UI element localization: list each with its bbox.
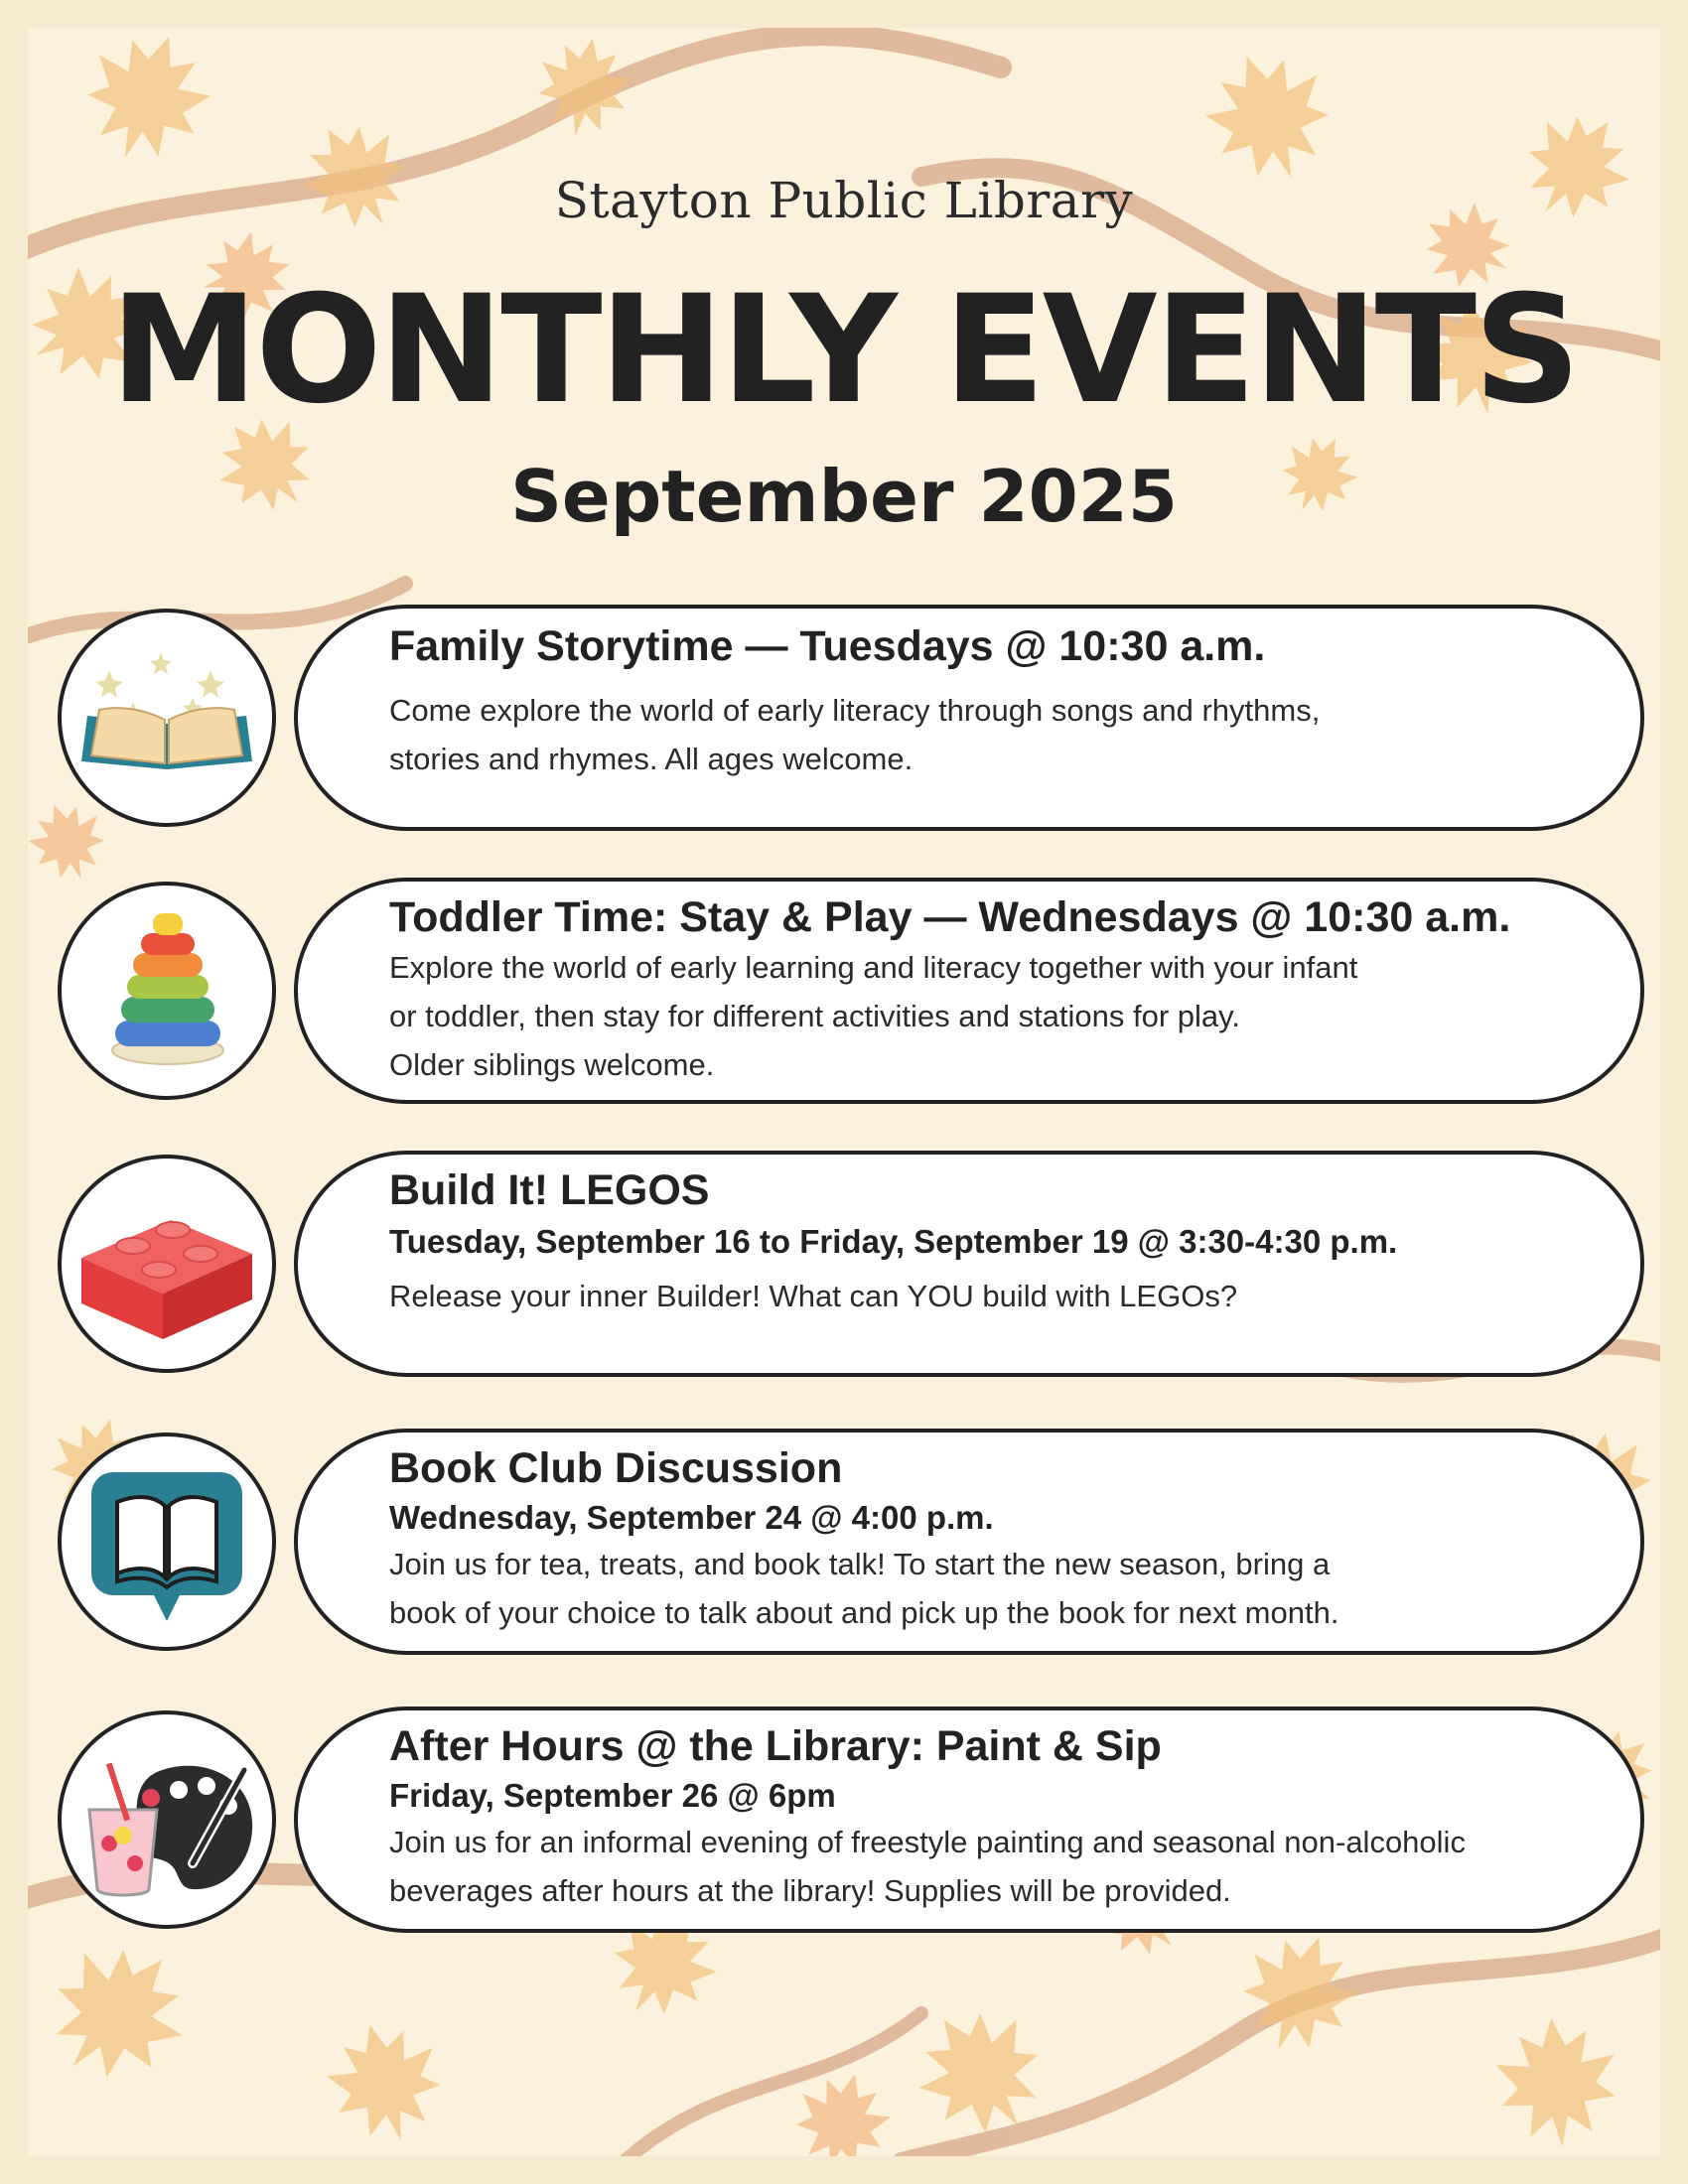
description-line: Join us for tea, treats, and book talk! To start the new season, bring a <box>389 1547 1331 1581</box>
open-storybook-icon <box>62 613 272 823</box>
book-chat-bubble-icon <box>62 1436 272 1647</box>
event-description <box>389 1540 1601 1637</box>
event-card <box>294 878 1644 1104</box>
description-line: beverages after hours at the library! Supplies will be provided. <box>389 1873 1231 1908</box>
month-title: September 2025 <box>510 455 1178 538</box>
event-title: After Hours @ the Library: Paint & Sip <box>389 1722 1162 1770</box>
event-card <box>294 1429 1644 1655</box>
page-title: MONTHLY EVENTS <box>109 264 1579 437</box>
description-line: Release your inner Builder! What can YOU build with LEGOs? <box>389 1279 1238 1313</box>
icon-circle <box>58 1433 276 1651</box>
description-line: book of your choice to talk about and pick up the book for next month. <box>389 1595 1339 1630</box>
event-description <box>389 1272 1601 1320</box>
event-title: Book Club Discussion <box>389 1444 843 1492</box>
event-description <box>389 943 1601 1089</box>
description-line: Join us for an informal evening of freestyle painting and seasonal non-alcoholic <box>389 1825 1466 1859</box>
event-date: Wednesday, September 24 @ 4:00 p.m. <box>389 1499 994 1536</box>
event-date: Tuesday, September 16 to Friday, September 19 @ 3:30-4:30 p.m. <box>389 1223 1398 1260</box>
event-title: Family Storytime — Tuesdays @ 10:30 a.m. <box>389 622 1266 670</box>
description-line: Explore the world of early learning and literacy together with your infant <box>389 950 1358 985</box>
event-card <box>294 1151 1644 1377</box>
icon-circle <box>58 882 276 1100</box>
event-description <box>389 686 1601 783</box>
description-line: stories and rhymes. All ages welcome. <box>389 742 914 776</box>
event-date: Friday, September 26 @ 6pm <box>389 1777 836 1814</box>
flyer-page <box>28 28 1660 2156</box>
description-line: Older siblings welcome. <box>389 1047 715 1082</box>
paint-palette-drink-icon <box>62 1714 272 1925</box>
description-line: or toddler, then stay for different activities and stations for play. <box>389 999 1240 1033</box>
event-description <box>389 1818 1601 1915</box>
event-card <box>294 605 1644 831</box>
icon-circle <box>58 1710 276 1929</box>
description-line: Come explore the world of early literacy through songs and rhythms, <box>389 693 1321 728</box>
icon-circle <box>58 1155 276 1373</box>
icon-circle <box>58 609 276 827</box>
library-name: Stayton Public Library <box>554 172 1134 229</box>
event-card <box>294 1706 1644 1933</box>
event-title: Toddler Time: Stay & Play — Wednesdays @ 10:30 a.m. <box>389 893 1511 941</box>
event-title: Build It! LEGOS <box>389 1166 710 1214</box>
stacking-rings-toy-icon <box>62 886 272 1096</box>
lego-brick-icon <box>62 1159 272 1369</box>
